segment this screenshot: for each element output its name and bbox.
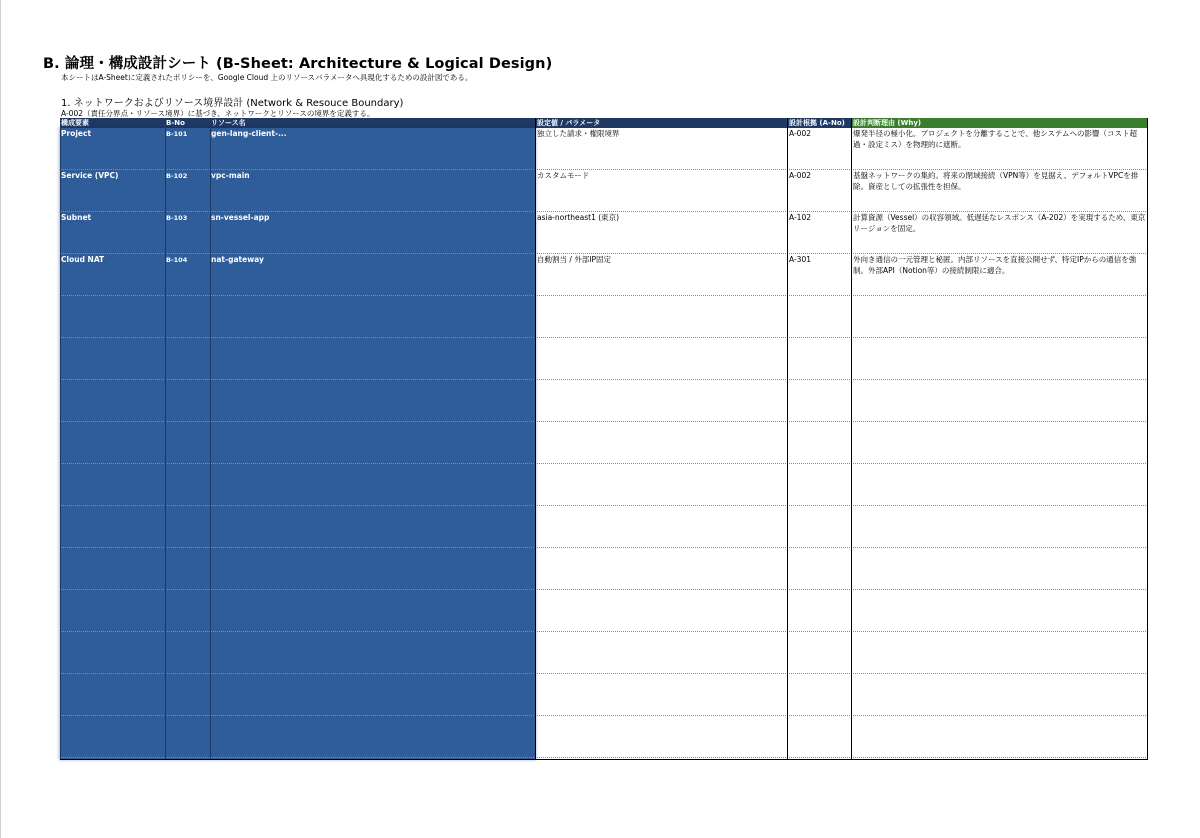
header-component[interactable]: 構成要素 <box>60 118 165 128</box>
empty-table-row <box>60 506 1148 548</box>
cell-reason[interactable]: 基盤ネットワークの集約。将来の閉域接続（VPN等）を見据え、デフォルトVPCを排除。資産としての拡張性を担保。 <box>853 171 1139 191</box>
cell-reason[interactable]: 爆発半径の極小化。プロジェクトを分離することで、他システムへの影響（コスト超過・設定ミス）を物理的に遮断。 <box>853 129 1137 149</box>
cell-component[interactable]: Service (VPC) <box>61 171 119 180</box>
cell-parameter[interactable]: カスタムモード <box>537 171 590 180</box>
header-basis[interactable]: 設計根拠 (A-No) <box>788 118 852 128</box>
column-border <box>787 118 788 759</box>
table-row <box>60 212 1148 254</box>
row-divider <box>60 757 1148 758</box>
empty-table-row <box>60 296 1148 338</box>
column-border <box>60 118 61 759</box>
cell-basis[interactable]: A-102 <box>789 213 811 222</box>
column-border <box>851 118 852 759</box>
column-border <box>535 118 536 759</box>
sheet-title: B. 論理・構成設計シート (B-Sheet: Architecture & Logical Design) <box>43 56 553 72</box>
cell-reason[interactable]: 外向き通信の一元管理と秘匿。内部リソースを直接公開せず、特定IPからの通信を強制。外部API（Notion等）の接続制限に適合。 <box>853 255 1137 275</box>
empty-table-row <box>60 380 1148 422</box>
header-resource-name[interactable]: リソース名 <box>210 118 536 128</box>
cell-basis[interactable]: A-002 <box>789 129 811 138</box>
cell-parameter[interactable]: 自動割当 / 外部IP固定 <box>537 255 612 264</box>
cell-parameter[interactable]: 独立した請求・権限境界 <box>537 129 620 138</box>
cell-resource-name[interactable]: vpc-main <box>211 171 250 180</box>
table-row <box>60 128 1148 170</box>
empty-table-row <box>60 590 1148 632</box>
header-b-no[interactable]: B-No <box>165 118 210 128</box>
cell-basis[interactable]: A-002 <box>789 171 811 180</box>
cell-component[interactable]: Subnet <box>61 213 92 222</box>
empty-table-row <box>60 338 1148 380</box>
cell-b-no[interactable]: B-101 <box>166 130 188 138</box>
cell-resource-name[interactable]: sn-vessel-app <box>211 213 270 222</box>
empty-table-row <box>60 422 1148 464</box>
empty-table-row <box>60 548 1148 590</box>
header-reason[interactable]: 設計判断理由 (Why) <box>852 118 1148 128</box>
cell-component[interactable]: Cloud NAT <box>61 255 105 264</box>
sheet-subtitle: 本シートはA-Sheetに定義されたポリシーを、Google Cloud 上のリソースパラメータへ具現化するための設計図である。 <box>61 73 473 82</box>
table-row <box>60 170 1148 212</box>
empty-table-row <box>60 632 1148 674</box>
table-header-row <box>60 118 1148 128</box>
cell-b-no[interactable]: B-102 <box>166 172 188 180</box>
column-border <box>210 118 211 759</box>
table-body <box>60 128 1148 759</box>
table-bottom-border <box>60 759 1148 760</box>
empty-table-row <box>60 464 1148 506</box>
cell-resource-name[interactable]: gen-lang-client-... <box>211 129 287 138</box>
header-parameter[interactable]: 設定値 / パラメータ <box>536 118 788 128</box>
table-row <box>60 254 1148 296</box>
cell-component[interactable]: Project <box>61 129 92 138</box>
column-border <box>1147 118 1148 759</box>
cell-reason[interactable]: 計算資源（Vessel）の収容領域。低遅延なレスポンス（A-202）を実現するため、東京リージョンを固定。 <box>853 213 1146 233</box>
cell-basis[interactable]: A-301 <box>789 255 811 264</box>
empty-table-row <box>60 716 1148 758</box>
cell-b-no[interactable]: B-104 <box>166 256 188 264</box>
empty-table-row <box>60 674 1148 716</box>
cell-resource-name[interactable]: nat-gateway <box>211 255 264 264</box>
design-table <box>60 118 1148 759</box>
cell-b-no[interactable]: B-103 <box>166 214 188 222</box>
section-heading: 1. ネットワークおよびリソース境界設計 (Network & Resouce Boundary) <box>61 98 404 109</box>
column-border <box>165 118 166 759</box>
section-description: A-002（責任分界点・リソース境界）に基づき、ネットワークとリソースの境界を定義する。 <box>61 109 375 118</box>
cell-parameter[interactable]: asia-northeast1 (東京) <box>537 213 620 222</box>
